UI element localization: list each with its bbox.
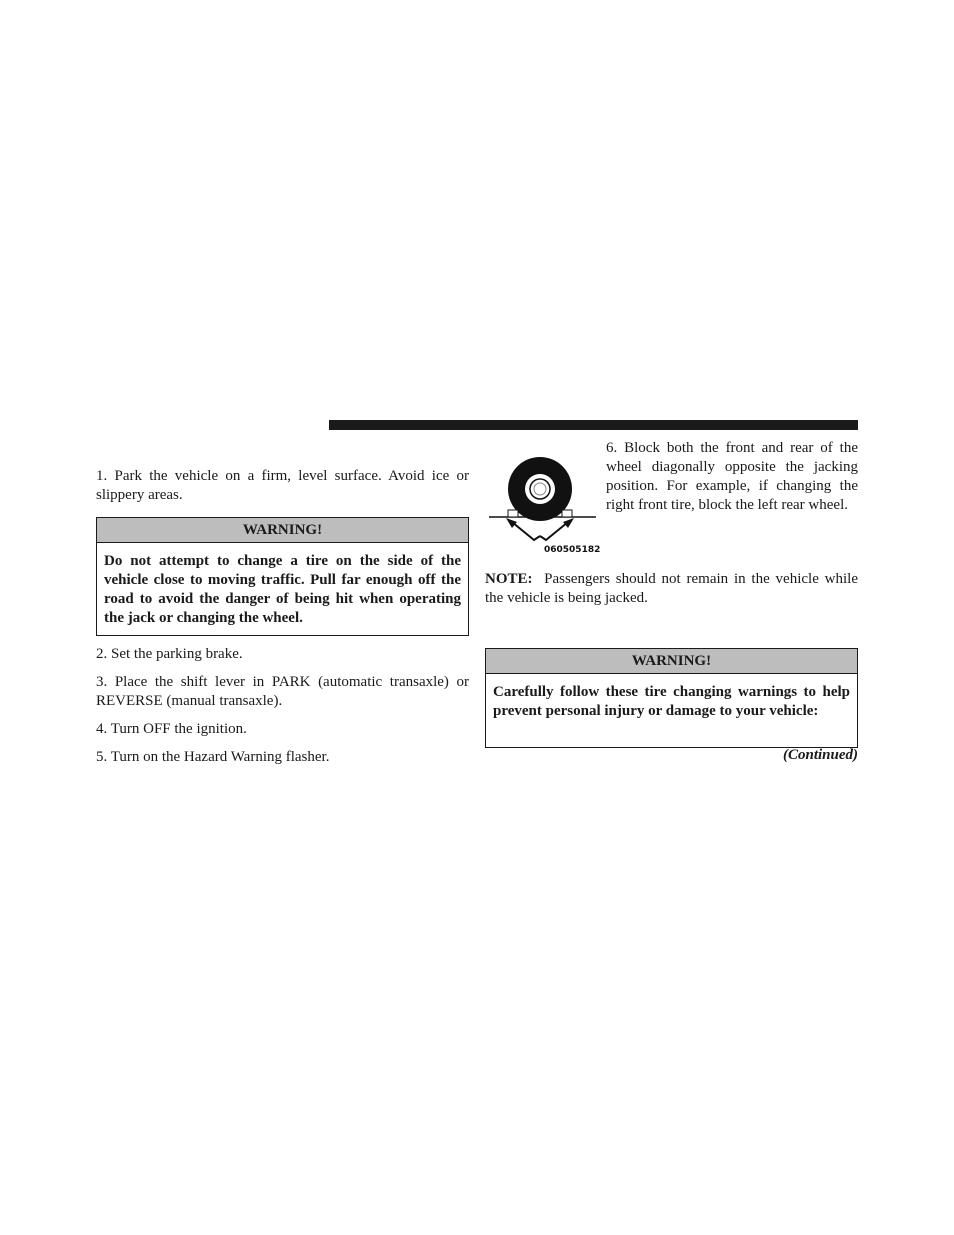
note-label: NOTE: bbox=[485, 571, 533, 587]
continued-label: (Continued) bbox=[782, 747, 858, 763]
warning-title: WARNING! bbox=[97, 518, 468, 543]
wheel-chock-icon bbox=[486, 440, 601, 558]
step-1: 1. Park the vehicle on a firm, level surface. Avoid ice or slippery areas. bbox=[96, 468, 469, 503]
warning-box-traffic bbox=[96, 517, 469, 636]
section-header-rule bbox=[329, 420, 858, 430]
step-5: 5. Turn on the Hazard Warning flasher. bbox=[96, 749, 330, 765]
note-text: Passengers should not remain in the vehicle while the vehicle is being jacked. bbox=[485, 571, 858, 606]
wheel-chock-figure bbox=[486, 440, 601, 558]
note-paragraph bbox=[485, 570, 858, 608]
step-2: 2. Set the parking brake. bbox=[96, 646, 243, 662]
warning-text: Carefully follow these tire changing warnings to help prevent personal injury or damage to your vehicle: bbox=[493, 684, 850, 719]
step-4: 4. Turn OFF the ignition. bbox=[96, 721, 247, 737]
figure-code: 060505182 bbox=[544, 545, 601, 555]
warning-text: Do not attempt to change a tire on the side of the vehicle close to moving traffic. Pull far enough off the road to avoid the danger of being hit when operating the jack or changing the wheel. bbox=[104, 553, 461, 626]
step-3: 3. Place the shift lever in PARK (automatic transaxle) or REVERSE (manual transaxle). bbox=[96, 674, 469, 709]
warning-title: WARNING! bbox=[486, 649, 857, 674]
warning-box-tire-changing bbox=[485, 648, 858, 748]
step-6: 6. Block both the front and rear of the wheel diagonally opposite the jacking position. For example, if changing the right front tire, block the left rear wheel. bbox=[606, 440, 858, 513]
